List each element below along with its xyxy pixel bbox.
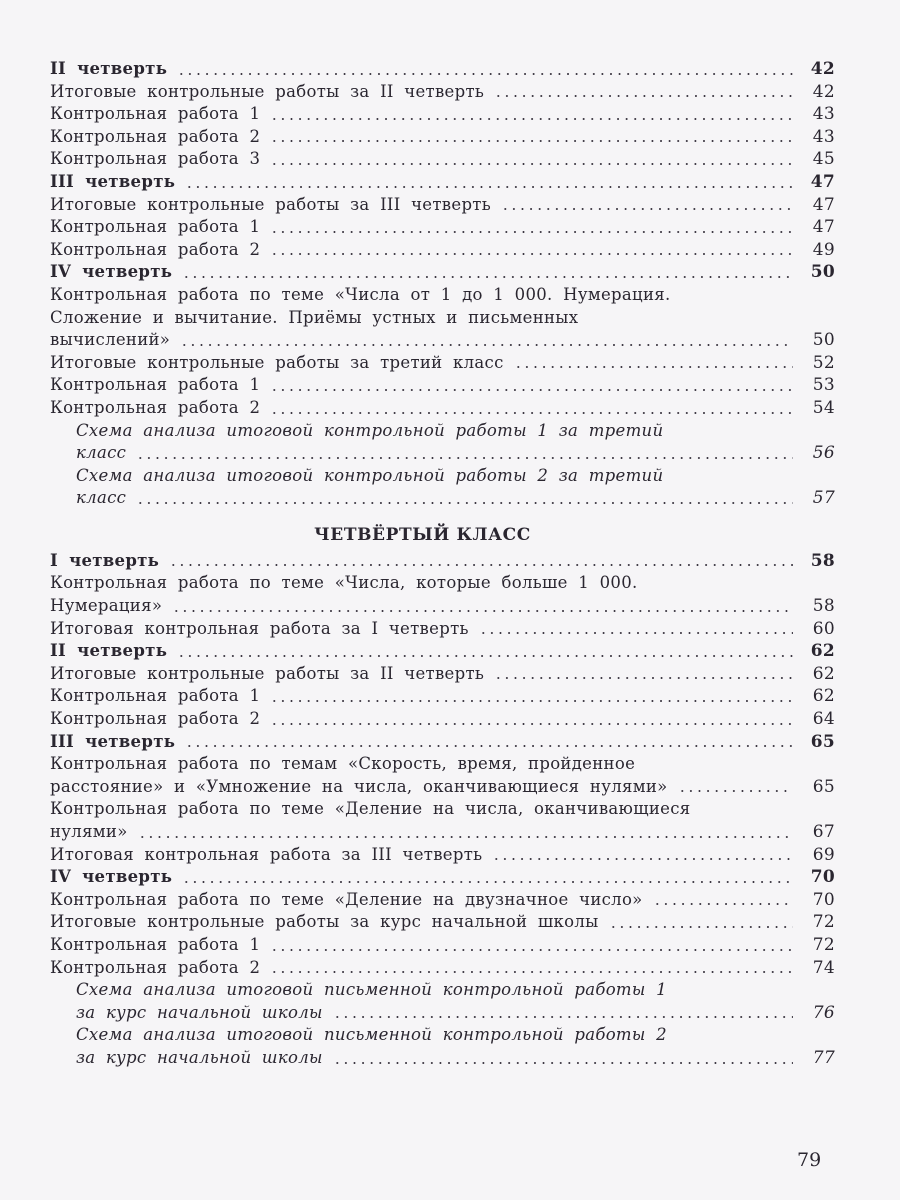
dot-leader [479,632,793,634]
dot-leader [270,389,793,391]
toc-entry[interactable] [50,58,835,81]
dot-leader [185,186,793,188]
entry-page-number: 43 [812,126,835,147]
entry-page-number: 42 [812,81,835,102]
dot-leader [270,412,793,414]
toc-entry[interactable] [50,465,835,510]
entry-title-line: класс [76,443,127,463]
entry-page-number: 58 [810,550,835,571]
toc-entry[interactable] [50,753,835,798]
page-number: 79 [797,1149,822,1171]
entry-page-number: 52 [812,352,835,373]
entry-page-number: 67 [812,822,835,842]
toc-entry[interactable] [50,934,835,957]
entry-title: III четверть [50,731,176,751]
dot-leader [172,610,793,612]
entry-title: Итоговые контрольные работы за третий класс [50,352,504,372]
entry-title: Контрольная работа 1 [50,104,261,124]
dot-leader [270,253,793,255]
toc-entry[interactable] [50,798,835,843]
entry-title: II четверть [50,59,168,78]
entry-page-number: 70 [812,889,835,910]
entry-title: Контрольная работа 1 [50,217,261,237]
entry-page-number: 57 [812,488,835,509]
toc-entry[interactable] [50,171,835,194]
entry-title-line: Контрольная работа по теме «Числа от 1 до 1 000. Нумерация. [50,284,671,304]
entry-page-number: 42 [810,59,835,79]
entry-page-number: 65 [812,776,835,797]
entry-page-number: 72 [812,912,835,933]
entry-title-line: Контрольная работа по темам «Скорость, время, пройденное [50,754,636,774]
entry-title: IV четверть [50,262,173,282]
entry-title-line: Схема анализа итоговой контрольной работы 2 за третий [76,465,664,485]
dot-leader [270,723,793,725]
dot-leader [270,949,793,951]
toc-entry[interactable] [50,126,835,149]
toc-entry[interactable] [50,194,835,217]
toc-entry[interactable] [50,640,835,663]
entry-title-line: Схема анализа итоговой письменной контрольной работы 1 [76,980,667,1000]
entry-title-line: нулями» [50,822,128,841]
entry-title: Итоговые контрольные работы за II четверть [50,663,485,683]
entry-page-number: 69 [812,844,835,865]
dot-leader [182,881,793,883]
entry-page-number: 54 [812,397,835,418]
entry-title-line: Сложение и вычитание. Приёмы устных и письменных [50,307,579,327]
entry-title: II четверть [50,641,168,661]
dot-leader [501,208,793,210]
entry-page-number: 47 [812,217,835,238]
table-of-contents [50,58,835,1070]
entry-title: Контрольная работа 2 [50,709,261,729]
dot-leader [177,73,793,75]
toc-entry[interactable] [50,731,835,754]
entry-page-number: 62 [812,686,835,707]
entry-title: Контрольная работа 2 [50,397,261,417]
dot-leader [492,858,793,860]
entry-title: Контрольная работа 2 [50,239,261,259]
toc-entry[interactable] [50,957,835,980]
entry-title-line: Контрольная работа по теме «Деление на числа, оканчивающиеся [50,799,691,819]
entry-title-line: Контрольная работа по теме «Числа, которые больше 1 000. [50,573,638,593]
entry-page-number: 47 [812,194,835,215]
entry-page-number: 58 [812,596,835,617]
entry-title: Итоговые контрольные работы за III четверть [50,194,492,214]
dot-leader [270,118,793,120]
dot-leader [494,95,793,97]
section-heading: ЧЕТВЁРТЫЙ КЛАСС [314,524,531,545]
toc-entry[interactable] [50,148,835,171]
toc-entry[interactable] [50,866,835,889]
dot-leader [270,700,793,702]
entry-title: Контрольная работа по теме «Деление на двузначное число» [50,889,643,909]
dot-leader [333,1016,793,1018]
entry-title: Контрольная работа 2 [50,957,261,977]
dot-leader [270,231,793,233]
entry-title: Итоговая контрольная работа за I четверть [50,618,469,638]
entry-page-number: 72 [812,934,835,955]
dot-leader [653,903,793,905]
entry-title-line: класс [76,488,127,508]
entry-page-number: 64 [812,709,835,730]
entry-page-number: 50 [812,330,835,351]
toc-entry[interactable] [50,261,835,284]
entry-title-line: расстояние» и «Умножение на числа, оканчивающиеся нулями» [50,776,668,796]
toc-entry[interactable] [50,1024,835,1069]
dot-leader [136,502,793,504]
entry-title-line: Нумерация» [50,596,163,616]
entry-page-number: 74 [812,957,835,978]
toc-entry[interactable] [50,663,835,686]
dot-leader [270,971,793,973]
dot-leader [333,1062,793,1064]
dot-leader [678,790,793,792]
toc-entry[interactable] [50,685,835,708]
dot-leader [177,655,793,657]
dot-leader [609,926,793,928]
toc-entry[interactable] [50,216,835,239]
dot-leader [169,564,793,566]
toc-entry[interactable] [50,103,835,126]
toc-entry[interactable] [50,420,835,465]
toc-entry[interactable] [50,572,835,617]
toc-entry[interactable] [50,397,835,420]
toc-entry[interactable] [50,708,835,731]
entry-page-number: 77 [812,1047,835,1068]
toc-entry[interactable] [50,911,835,934]
dot-leader [138,836,793,838]
toc-entry[interactable] [50,284,835,352]
toc-entry[interactable] [50,618,835,641]
entry-page-number: 56 [812,443,835,464]
entry-page-number: 62 [810,641,835,662]
entry-page-number: 47 [810,171,835,192]
toc-entry[interactable] [50,352,835,375]
entry-page-number: 50 [810,262,835,283]
dot-leader [180,344,793,346]
dot-leader [494,677,793,679]
entry-title-line: Схема анализа итоговой письменной контрольной работы 2 [76,1025,667,1045]
toc-entry[interactable] [50,844,835,867]
toc-entry[interactable] [50,374,835,397]
toc-entry[interactable] [50,550,835,573]
entry-title: Итоговая контрольная работа за III четверть [50,844,483,864]
entry-page-number: 70 [810,867,835,888]
dot-leader [136,457,793,459]
entry-title-line: за курс начальной школы [76,1002,323,1022]
entry-title-line: Схема анализа итоговой контрольной работы 1 за третий [76,420,664,440]
toc-entry[interactable] [50,239,835,262]
entry-title: Контрольная работа 2 [50,126,261,146]
entry-page-number: 53 [812,375,835,396]
entry-title: Контрольная работа 3 [50,149,261,169]
entry-page-number: 45 [812,149,835,170]
dot-leader [185,745,793,747]
toc-entry[interactable] [50,889,835,912]
entry-title: Контрольная работа 1 [50,934,261,954]
entry-title-line: вычислений» [50,330,171,350]
entry-page-number: 49 [812,239,835,260]
dot-leader [270,140,793,142]
entry-title: Контрольная работа 1 [50,375,261,395]
toc-entry[interactable] [50,81,835,104]
entry-page-number: 43 [812,104,835,125]
entry-title-line: за курс начальной школы [76,1047,323,1067]
entry-page-number: 76 [812,1002,835,1023]
entry-title: Контрольная работа 1 [50,686,261,706]
dot-leader [182,276,793,278]
entry-title: Итоговые контрольные работы за II четверть [50,81,485,101]
entry-page-number: 65 [810,731,835,752]
entry-title: I четверть [50,550,160,570]
entry-page-number: 60 [812,618,835,639]
entry-page-number: 62 [812,663,835,684]
dot-leader [514,366,793,368]
dot-leader [270,163,793,165]
toc-entry[interactable] [50,979,835,1024]
entry-title: III четверть [50,171,176,191]
entry-title: Итоговые контрольные работы за курс начальной школы [50,912,599,932]
entry-title: IV четверть [50,867,173,887]
